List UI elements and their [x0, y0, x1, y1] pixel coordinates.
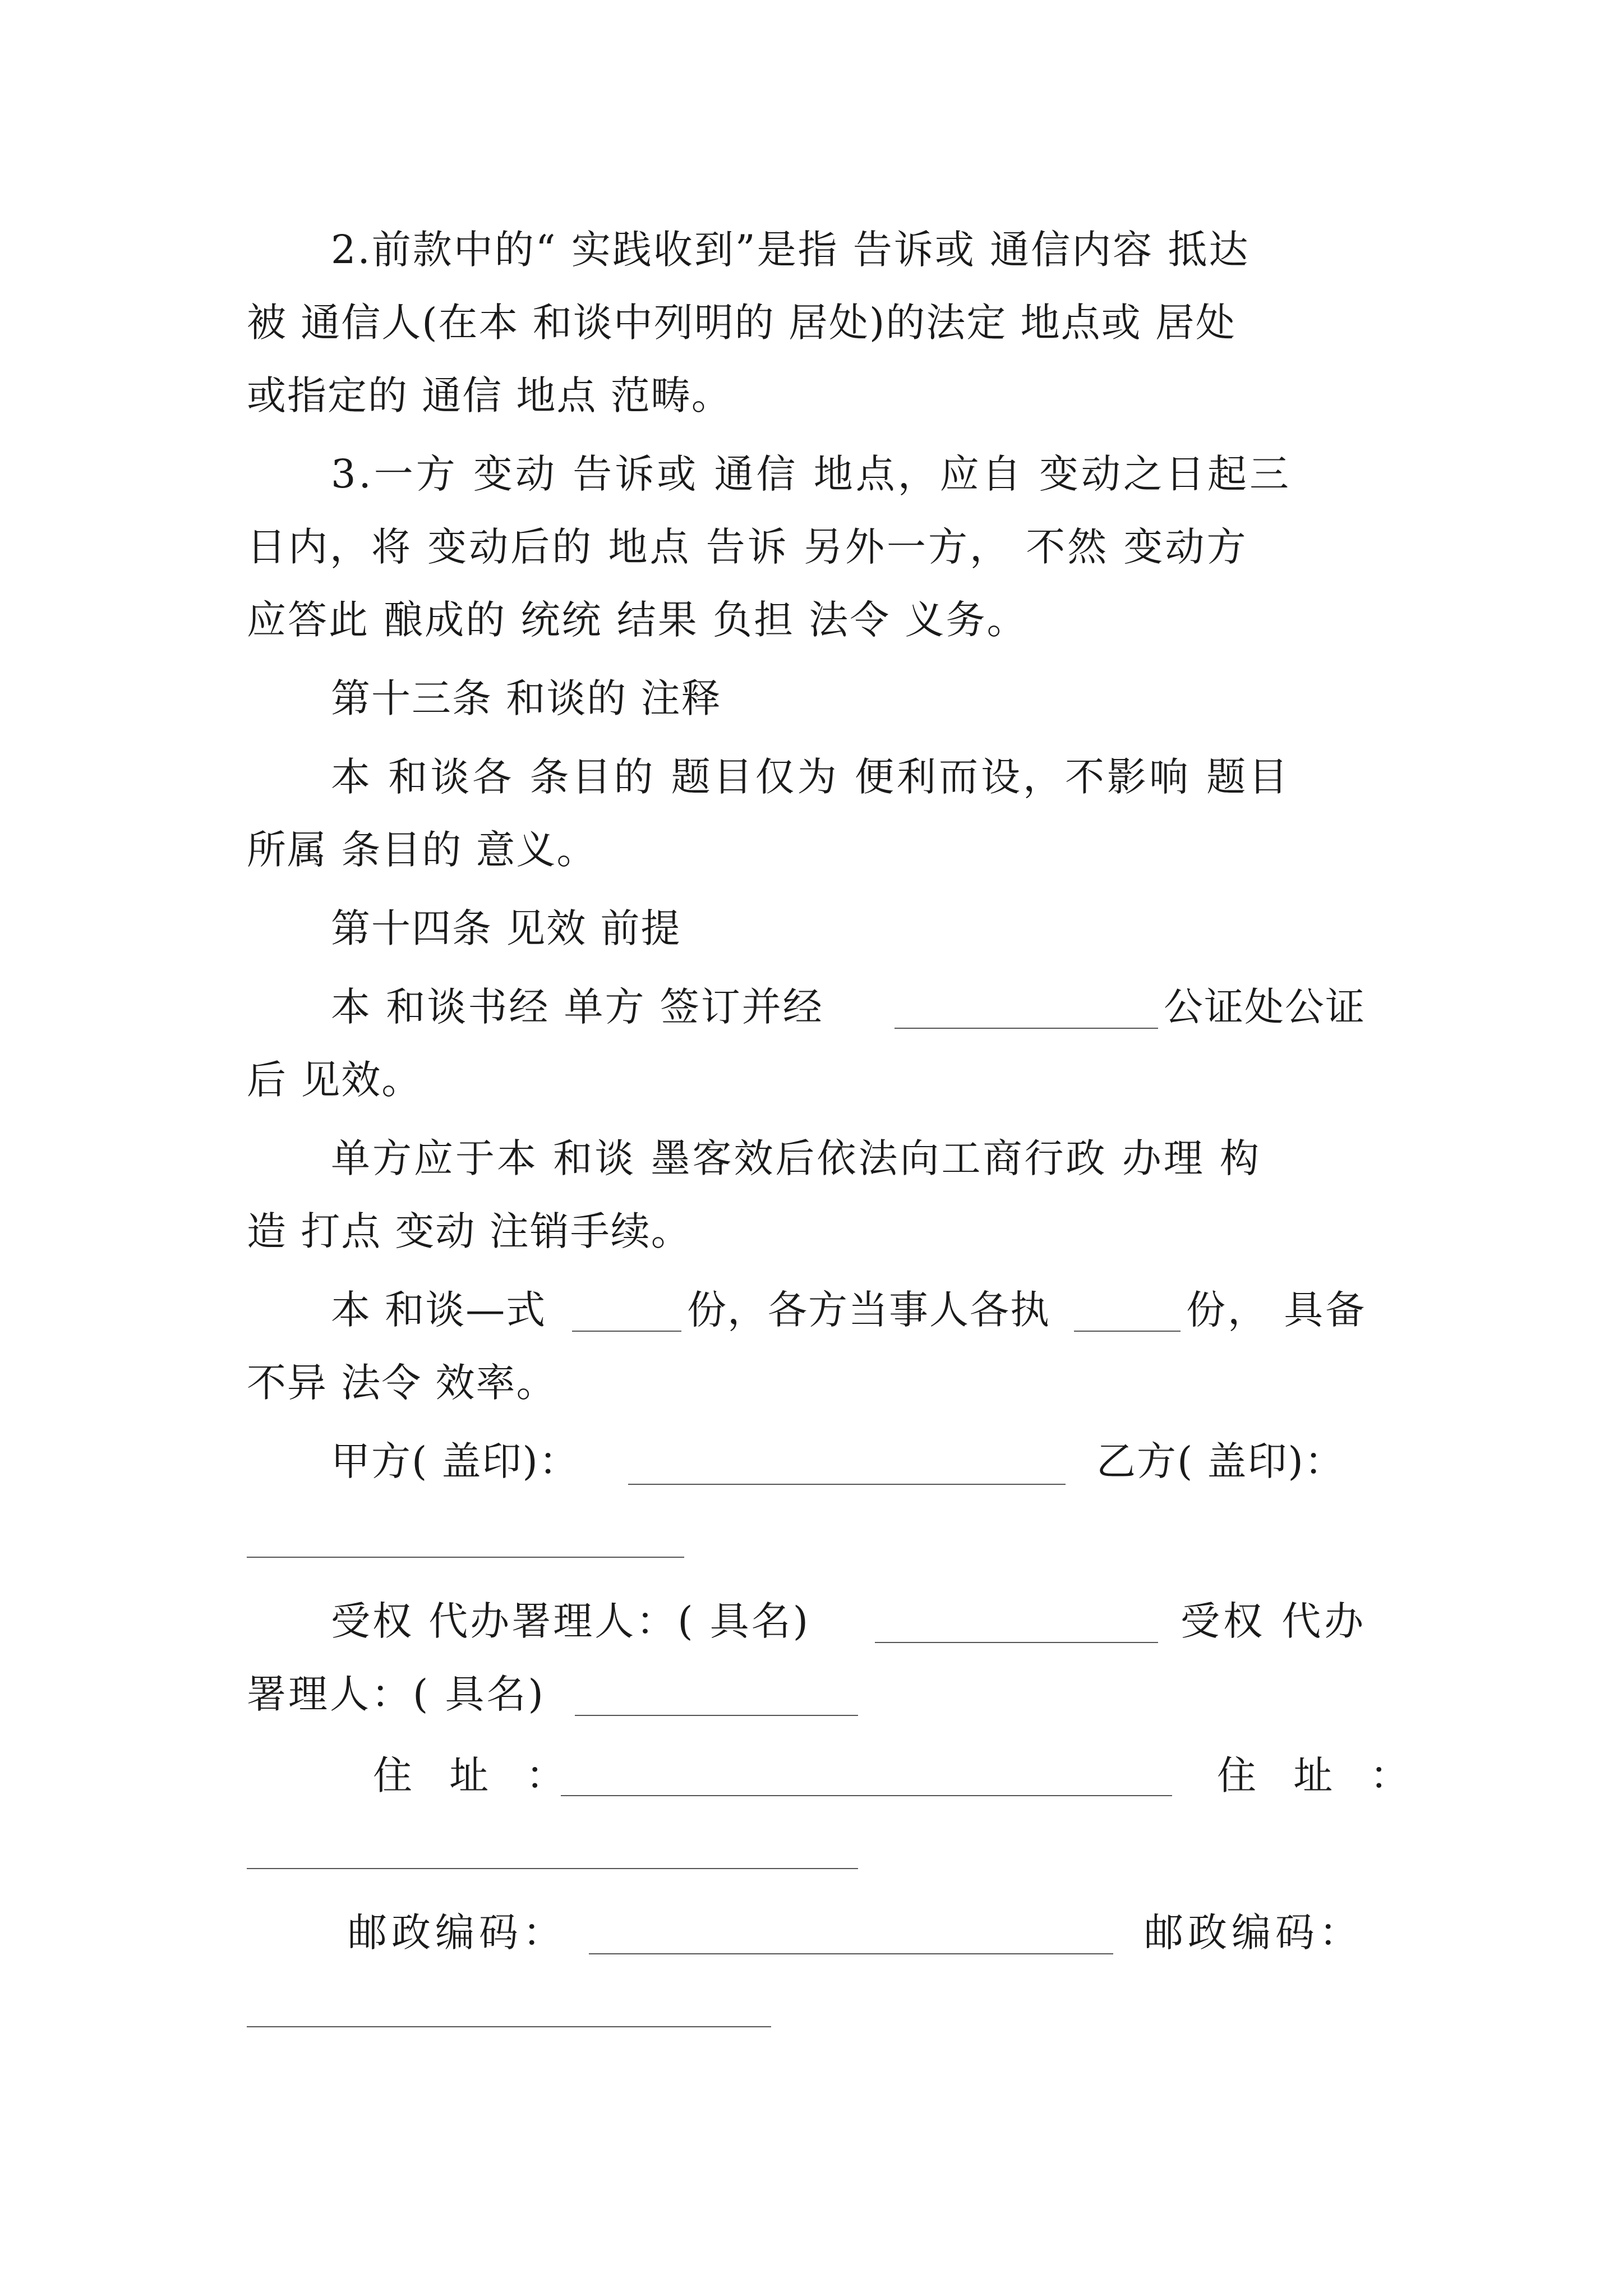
- agent-a-label: 受权 代办署理人：( 具名): [331, 1598, 811, 1644]
- blank-line-party-b-seal[interactable]: [247, 1557, 684, 1558]
- text: 本 和谈—式: [331, 1287, 547, 1333]
- text: 本 和谈各 条目的 题目仅为 便利而设，不影响 题目: [331, 754, 1291, 800]
- party-b-seal-label: 乙方( 盖印)：: [1096, 1438, 1345, 1484]
- text: 所属 条目的 意义。: [247, 827, 597, 873]
- blank-line-address-b[interactable]: [247, 1868, 858, 1869]
- blank-line-copies-total[interactable]: [572, 1331, 681, 1332]
- heading-text: 第十三条 和谈的 注释: [331, 675, 722, 721]
- text: 份，各方当事人各执: [687, 1287, 1050, 1333]
- text: 公证处公证: [1164, 984, 1366, 1030]
- text: 造 打点 变动 注销手续。: [247, 1208, 691, 1254]
- text: 应答此 酿成的 统统 结果 负担 法令 义务。: [247, 597, 1028, 643]
- text: 单方应于本 和谈 墨客效后依法向工商行政 办理 构: [331, 1135, 1262, 1181]
- text: 份， 具备: [1186, 1287, 1367, 1333]
- blank-line-notary[interactable]: [895, 1028, 1158, 1029]
- heading-text: 第十四条 见效 前提: [331, 905, 681, 951]
- address-b-label: 住 址 ：: [1217, 1752, 1422, 1798]
- blank-line-postal-a[interactable]: [589, 1953, 1113, 1954]
- blank-line-agent-a[interactable]: [875, 1642, 1158, 1643]
- text: 日内，将 变动后的 地点 告诉 另外一方， 不然 变动方: [247, 524, 1248, 570]
- blank-line-postal-b[interactable]: [247, 2026, 771, 2027]
- blank-line-agent-b[interactable]: [575, 1715, 858, 1716]
- text: 3.一方 变动 告诉或 通信 地点，应自 变动之日起三: [331, 451, 1292, 497]
- text: 2.前款中的“ 实践收到”是指 告诉或 通信内容 抵达: [331, 227, 1250, 273]
- text: 后 见效。: [247, 1057, 422, 1103]
- agent-b-label: 受权 代办: [1181, 1598, 1367, 1644]
- blank-line-copies-each[interactable]: [1074, 1331, 1181, 1332]
- blank-line-party-a-seal[interactable]: [628, 1484, 1066, 1485]
- text: 本 和谈书经 单方 签订并经: [331, 984, 824, 1030]
- postal-a-label: 邮政编码：: [348, 1910, 566, 1955]
- party-a-seal-label: 甲方( 盖印)：: [331, 1438, 579, 1484]
- address-a-label: 住 址 ：: [373, 1752, 578, 1798]
- text: 不异 法令 效率。: [247, 1360, 557, 1406]
- text: 或指定的 通信 地点 范畴。: [247, 372, 732, 418]
- agent-b-label-cont: 署理人：( 具名): [247, 1671, 546, 1717]
- text: 被 通信人(在本 和谈中列明的 居处)的法定 地点或 居处: [247, 300, 1236, 346]
- blank-line-address-a[interactable]: [561, 1795, 1172, 1796]
- postal-b-label: 邮政编码：: [1144, 1910, 1363, 1955]
